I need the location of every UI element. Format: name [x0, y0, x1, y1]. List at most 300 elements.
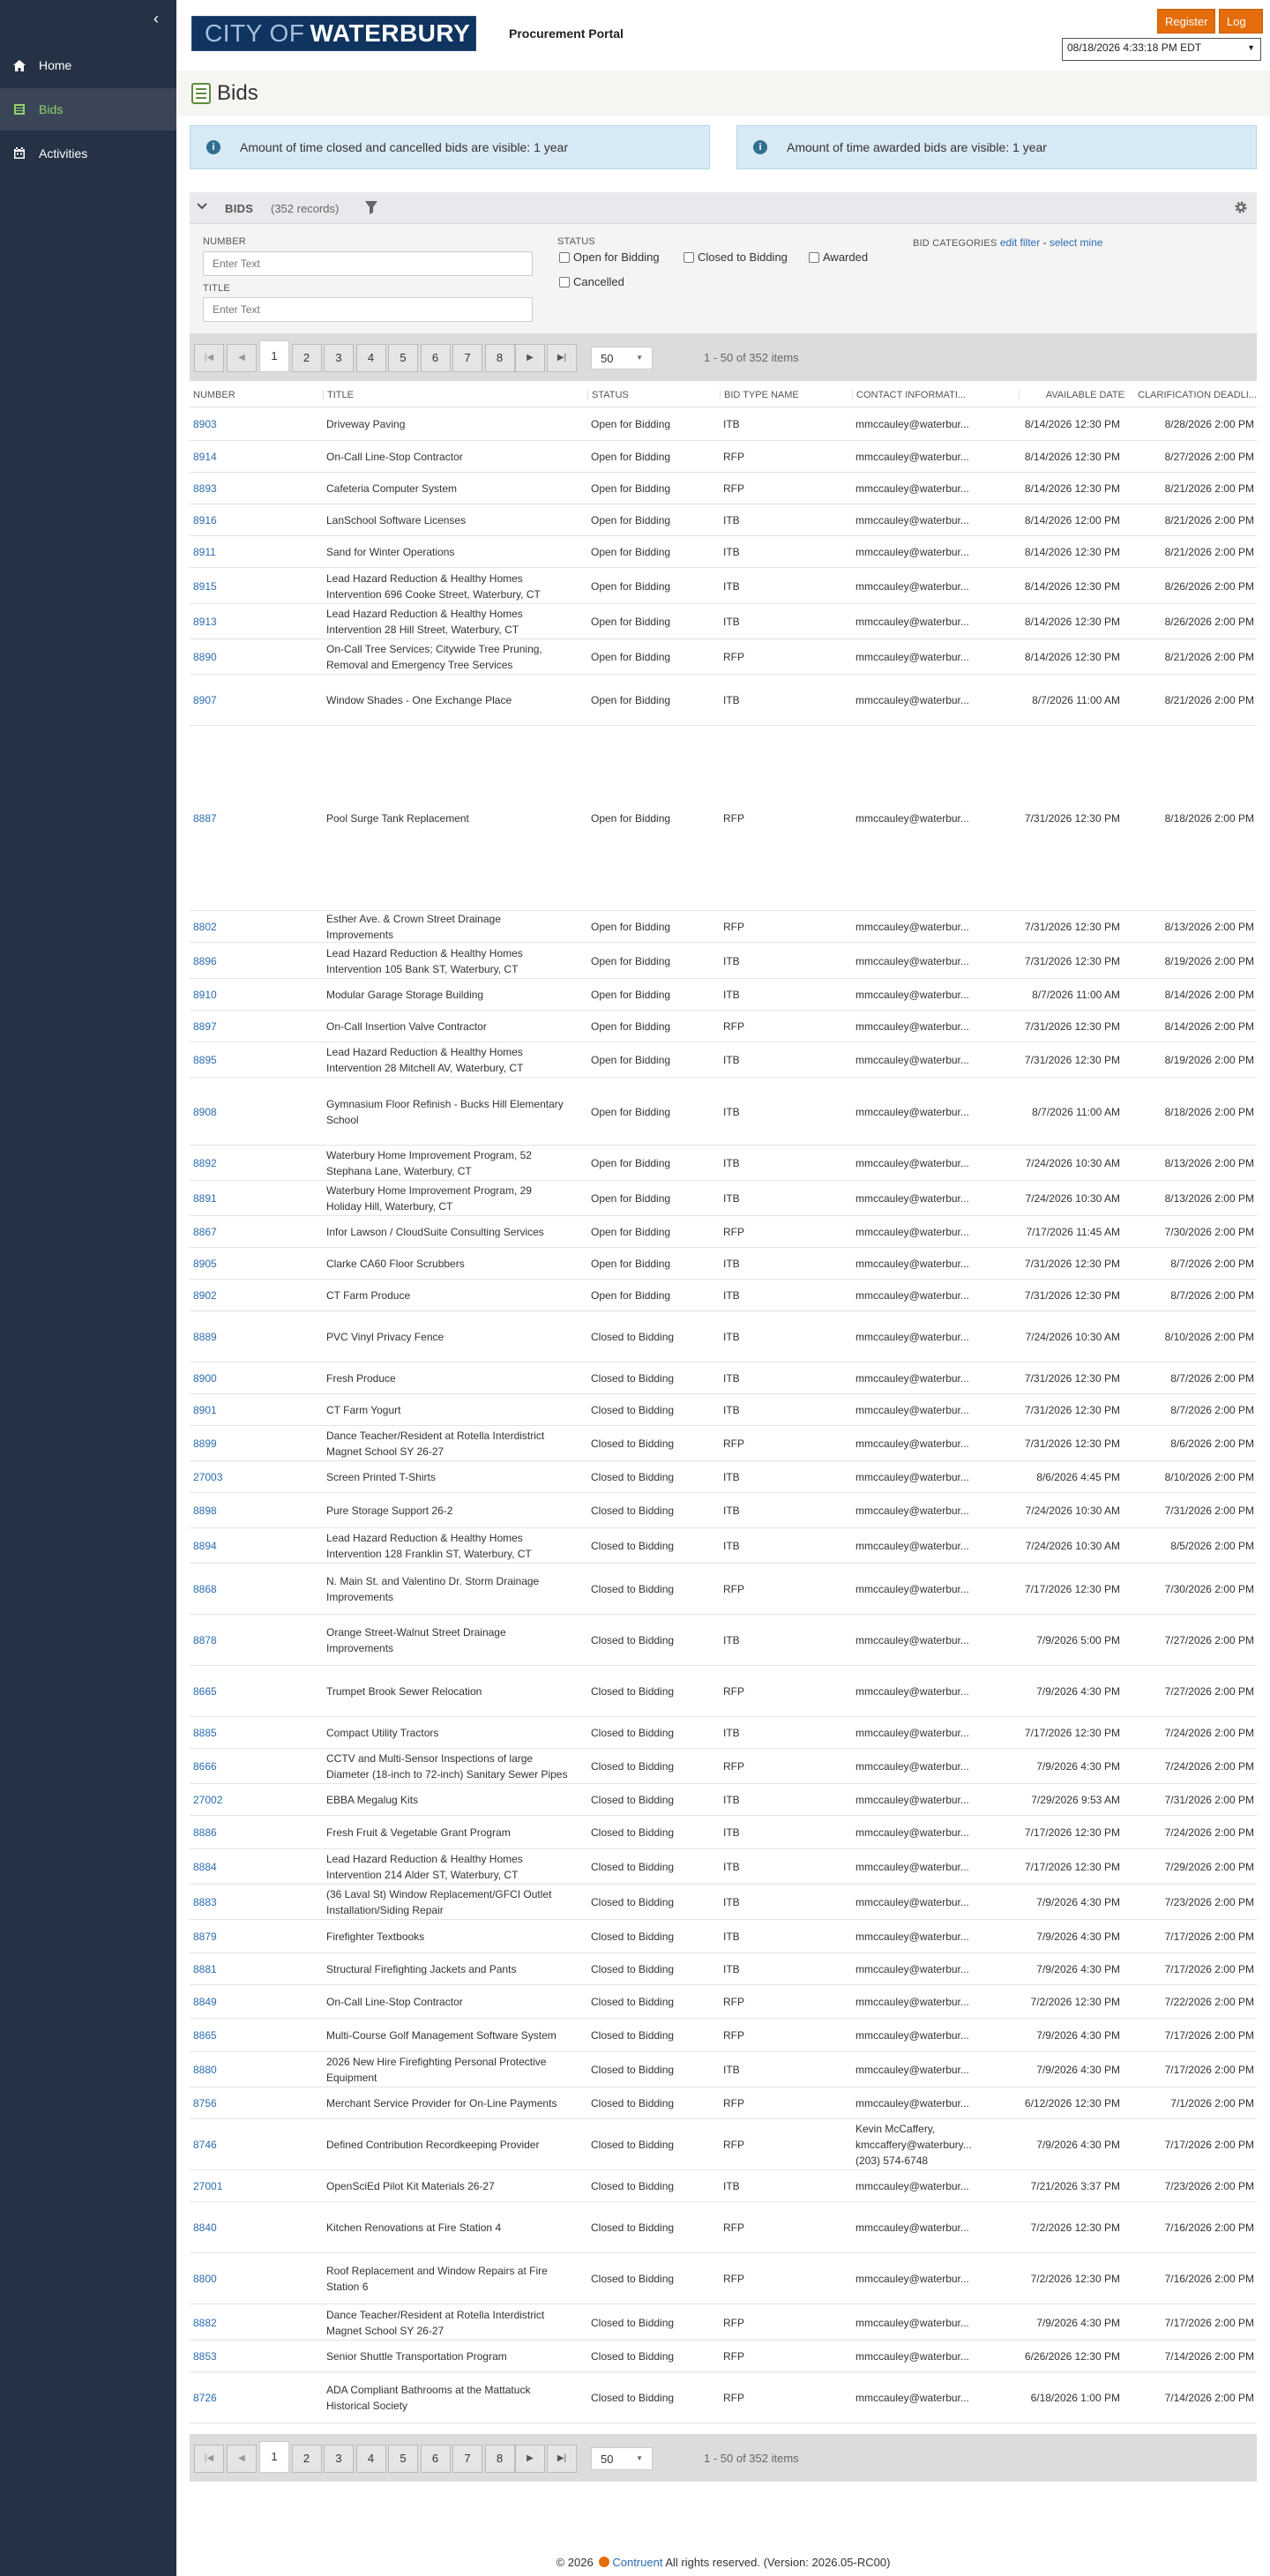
collapse-sidebar-button[interactable]: ‹	[153, 10, 159, 27]
table-row[interactable]	[190, 1615, 1257, 1666]
chevron-down-icon: ▼	[1247, 43, 1255, 52]
bid-number-link[interactable]: 8883	[193, 1896, 217, 1908]
table-row[interactable]	[190, 1363, 1257, 1394]
page-size-select[interactable]	[591, 2447, 653, 2470]
column-header-status[interactable]: STATUS	[587, 390, 629, 400]
bid-status: Closed to Bidding	[591, 1583, 675, 1595]
bid-number-link[interactable]: 27003	[193, 1471, 223, 1483]
bid-type: ITB	[723, 1372, 740, 1385]
bid-type: ITB	[723, 1794, 740, 1806]
bid-status: Open for Bidding	[591, 954, 671, 967]
bid-available-date: 7/31/2026 12:30 PM	[1024, 1404, 1120, 1416]
bid-number-link[interactable]: 8900	[193, 1372, 217, 1385]
table-row[interactable]	[190, 2019, 1257, 2052]
bid-contact: mmccauley@waterbur...	[855, 1289, 969, 1302]
bid-title: Lead Hazard Reduction & Healthy Homes Intervention 28 Mitchell AV, Waterbury, CT	[326, 1046, 524, 1074]
bid-number-link[interactable]: 8879	[193, 1930, 217, 1943]
logo-name-text: WATERBURY	[310, 19, 471, 47]
page-button[interactable]: 6	[421, 344, 451, 372]
bid-available-date: 8/14/2026 12:30 PM	[1024, 451, 1120, 463]
title-filter-input[interactable]	[203, 297, 533, 322]
page-button[interactable]: 8	[485, 344, 515, 372]
bid-type: ITB	[723, 694, 740, 706]
table-row[interactable]	[190, 1666, 1257, 1717]
copyright-text: © 2026	[556, 2556, 594, 2569]
table-row[interactable]	[190, 2341, 1257, 2372]
bid-status: Open for Bidding	[591, 1192, 671, 1205]
bid-number-link[interactable]: 8802	[193, 921, 217, 933]
register-button[interactable]: Register	[1157, 9, 1215, 34]
column-header-contact[interactable]: CONTACT INFORMATI...	[852, 390, 975, 400]
page-button[interactable]: 3	[324, 344, 354, 372]
bid-available-date: 7/24/2026 10:30 AM	[1025, 1505, 1120, 1517]
bid-number-link[interactable]: 8882	[193, 2316, 217, 2329]
number-filter-input[interactable]	[203, 251, 533, 276]
checkbox-label: Awarded	[823, 250, 869, 264]
bid-number-link[interactable]: 8865	[193, 2029, 217, 2042]
checkbox-label: Closed to Bidding	[698, 250, 788, 264]
bid-status: Closed to Bidding	[591, 1471, 675, 1483]
bid-type: ITB	[723, 546, 740, 558]
bid-title: Orange Street-Walnut Street Drainage Improvements	[326, 1626, 506, 1654]
column-header-available-date[interactable]: AVAILABLE DATE	[1019, 390, 1124, 400]
page-footer	[176, 2556, 1270, 2569]
table-row[interactable]	[190, 2202, 1257, 2253]
bid-clarification-deadline: 8/19/2026 2:00 PM	[1164, 1054, 1254, 1066]
bid-number-link[interactable]: 8907	[193, 694, 217, 706]
table-row[interactable]	[190, 2052, 1257, 2087]
bid-contact: mmccauley@waterbur...	[855, 1540, 969, 1552]
bid-title: N. Main St. and Valentino Dr. Storm Drainage Improvements	[326, 1575, 540, 1603]
bid-number-link[interactable]: 8885	[193, 1727, 217, 1739]
page-button[interactable]: 5	[388, 2445, 418, 2473]
bid-number-link[interactable]: 8902	[193, 1289, 217, 1302]
bid-contact: mmccauley@waterbur...	[855, 482, 969, 495]
table-row[interactable]	[190, 1394, 1257, 1426]
bids-panel-header	[190, 192, 1257, 224]
bid-type: ITB	[723, 2180, 740, 2192]
bid-contact: Kevin McCaffery, kmccaffery@waterbury... (203) 574-6748	[855, 2123, 972, 2167]
bid-available-date: 7/31/2026 12:30 PM	[1024, 1020, 1120, 1033]
bids-panel-title: BIDS	[225, 202, 254, 215]
bid-title: EBBA Megalug Kits	[326, 1794, 419, 1806]
bid-contact: mmccauley@waterbur...	[855, 2316, 969, 2329]
table-row[interactable]	[190, 1816, 1257, 1849]
bid-clarification-deadline: 8/18/2026 2:00 PM	[1164, 812, 1254, 825]
table-row[interactable]	[190, 1461, 1257, 1493]
table-row[interactable]	[190, 1885, 1257, 1920]
page-button[interactable]: 2	[292, 2445, 322, 2473]
page-button[interactable]: 5	[388, 344, 418, 372]
table-row[interactable]	[190, 2119, 1257, 2170]
bid-contact: mmccauley@waterbur...	[855, 1685, 969, 1698]
sidebar-item-bids[interactable]	[0, 88, 176, 131]
bid-title: Waterbury Home Improvement Program, 52 Stephana Lane, Waterbury, CT	[326, 1149, 532, 1177]
bid-contact: mmccauley@waterbur...	[855, 651, 969, 663]
bid-clarification-deadline: 8/21/2026 2:00 PM	[1164, 694, 1254, 706]
bid-number-link[interactable]: 8898	[193, 1505, 217, 1517]
bid-number-link[interactable]: 8908	[193, 1105, 217, 1118]
bid-number-link[interactable]: 8849	[193, 1996, 217, 2008]
chevron-down-icon: ▼	[636, 354, 643, 362]
bid-number-link[interactable]: 8853	[193, 2350, 217, 2363]
table-row[interactable]	[190, 943, 1257, 979]
bid-number-link[interactable]: 8903	[193, 418, 217, 430]
page-button[interactable]: 8	[485, 2445, 515, 2473]
table-row[interactable]	[190, 604, 1257, 639]
bid-status: Open for Bidding	[591, 921, 671, 933]
bid-type: RFP	[723, 1020, 744, 1033]
page-button[interactable]: 4	[356, 2445, 386, 2473]
bid-available-date: 7/29/2026 9:53 AM	[1031, 1794, 1120, 1806]
bid-title: Lead Hazard Reduction & Healthy Homes Intervention 696 Cooke Street, Waterbury, CT	[326, 571, 541, 601]
alert-text: Amount of time closed and cancelled bids are visible: 1 year	[240, 140, 568, 154]
table-row[interactable]	[190, 407, 1257, 441]
number-filter-label: NUMBER	[203, 236, 246, 247]
table-row[interactable]	[190, 1493, 1257, 1528]
sidebar-item-activities[interactable]	[0, 132, 176, 175]
bid-number-link[interactable]: 8893	[193, 482, 217, 495]
bid-available-date: 8/7/2026 11:00 AM	[1032, 1105, 1120, 1118]
bid-number-link[interactable]: 8665	[193, 1685, 217, 1698]
bid-clarification-deadline: 8/5/2026 2:00 PM	[1170, 1540, 1254, 1552]
table-row[interactable]	[190, 675, 1257, 726]
table-row[interactable]	[190, 1985, 1257, 2019]
contruent-link[interactable]: Contruent	[612, 2556, 663, 2569]
bid-number-link[interactable]: 8800	[193, 2273, 217, 2285]
bid-clarification-deadline: 7/17/2026 2:00 PM	[1164, 2139, 1254, 2151]
last-page-button[interactable]: ▶|	[547, 2445, 577, 2473]
bid-number-link[interactable]: 8899	[193, 1437, 217, 1450]
table-row[interactable]	[190, 1953, 1257, 1985]
timezone-value: 08/18/2026 4:33:18 PM EDT	[1067, 41, 1202, 54]
table-row[interactable]	[190, 536, 1257, 568]
bid-type: ITB	[723, 1634, 740, 1646]
bid-type: ITB	[723, 1963, 740, 1975]
logo-city-text: CITY OF	[205, 19, 305, 47]
page-button[interactable]: 1	[259, 2441, 289, 2473]
sidebar-item-label: Home	[39, 58, 72, 72]
bid-contact: mmccauley@waterbur...	[855, 1505, 969, 1517]
bid-clarification-deadline: 7/16/2026 2:00 PM	[1164, 2273, 1254, 2285]
bid-title: Clarke CA60 Floor Scrubbers	[326, 1258, 465, 1270]
edit-filter-link[interactable]: edit filter	[999, 236, 1041, 249]
bid-available-date: 7/9/2026 4:30 PM	[1036, 1896, 1120, 1908]
bid-clarification-deadline: 7/22/2026 2:00 PM	[1164, 1996, 1254, 2008]
info-icon: i	[206, 140, 220, 154]
bid-available-date: 7/17/2026 11:45 AM	[1026, 1226, 1120, 1238]
bid-number-link[interactable]: 8756	[193, 2097, 217, 2109]
bid-status: Open for Bidding	[591, 514, 671, 526]
bid-number-link[interactable]: 8915	[193, 579, 217, 593]
bid-number-link[interactable]: 8868	[193, 1583, 217, 1595]
bid-status: Closed to Bidding	[591, 1685, 675, 1698]
previous-page-button[interactable]: ◀	[227, 2445, 257, 2473]
table-row[interactable]	[190, 2170, 1257, 2202]
table-row[interactable]	[190, 473, 1257, 504]
bid-title: On-Call Line-Stop Contractor	[326, 1996, 463, 2008]
bid-number-link[interactable]: 8897	[193, 1020, 217, 1033]
bid-clarification-deadline: 8/18/2026 2:00 PM	[1164, 1105, 1254, 1118]
bid-status: Closed to Bidding	[591, 1896, 675, 1908]
table-row[interactable]	[190, 1311, 1257, 1363]
info-icon: i	[753, 140, 767, 154]
bid-contact: mmccauley@waterbur...	[855, 1794, 969, 1806]
bid-contact: mmccauley@waterbur...	[855, 812, 969, 825]
table-row[interactable]	[190, 1564, 1257, 1615]
table-row[interactable]	[190, 1181, 1257, 1216]
bid-title: Fresh Fruit & Vegetable Grant Program	[326, 1826, 511, 1839]
bid-clarification-deadline: 8/19/2026 2:00 PM	[1164, 954, 1254, 967]
bid-status: Closed to Bidding	[591, 2029, 675, 2042]
column-header-number[interactable]: NUMBER	[193, 390, 235, 400]
bid-contact: mmccauley@waterbur...	[855, 1760, 969, 1773]
bid-clarification-deadline: 7/30/2026 2:00 PM	[1164, 1583, 1254, 1595]
page-button[interactable]: 4	[356, 344, 386, 372]
bid-number-link[interactable]: 27001	[193, 2180, 223, 2192]
bid-title: CT Farm Produce	[326, 1289, 411, 1302]
bid-number-link[interactable]: 8867	[193, 1226, 217, 1238]
status-awarded-checkbox[interactable]	[809, 250, 868, 264]
bid-contact: mmccauley@waterbur...	[855, 2180, 969, 2192]
bid-number-link[interactable]: 8910	[193, 989, 217, 1001]
table-row[interactable]	[190, 2372, 1257, 2423]
bid-categories	[913, 236, 1103, 249]
previous-page-button[interactable]: ◀	[227, 344, 257, 372]
bid-title: Waterbury Home Improvement Program, 29 Holiday Hill, Waterbury, CT	[326, 1184, 532, 1213]
bid-status: Closed to Bidding	[591, 1760, 675, 1773]
bid-type: RFP	[723, 1583, 744, 1595]
bid-number-link[interactable]: 8890	[193, 651, 217, 663]
bid-title: Senior Shuttle Transportation Program	[326, 2350, 507, 2363]
bid-number-link[interactable]: 8892	[193, 1157, 217, 1169]
bid-available-date: 8/6/2026 4:45 PM	[1036, 1471, 1120, 1483]
bid-number-link[interactable]: 8894	[193, 1540, 217, 1552]
bid-title: Modular Garage Storage Building	[326, 989, 484, 1001]
bid-title: Driveway Paving	[326, 418, 406, 430]
first-page-button[interactable]: |◀	[194, 344, 224, 372]
table-row[interactable]	[190, 1042, 1257, 1078]
bid-number-link[interactable]: 8840	[193, 2221, 217, 2234]
bid-contact: mmccauley@waterbur...	[855, 2029, 969, 2042]
status-closed-checkbox[interactable]	[684, 250, 788, 264]
bid-number-link[interactable]: 8914	[193, 451, 217, 463]
bid-type: ITB	[723, 1105, 740, 1118]
bid-status: Closed to Bidding	[591, 2273, 675, 2285]
bid-type: ITB	[723, 1826, 740, 1839]
bid-title: Lead Hazard Reduction & Healthy Homes Intervention 28 Hill Street, Waterbury, CT	[326, 608, 523, 636]
bid-available-date: 7/9/2026 4:30 PM	[1036, 1930, 1120, 1943]
bid-contact: mmccauley@waterbur...	[855, 2350, 969, 2363]
bid-number-link[interactable]: 8887	[193, 812, 217, 825]
portal-title: Procurement Portal	[509, 26, 624, 41]
bid-clarification-deadline: 7/14/2026 2:00 PM	[1164, 2350, 1254, 2363]
bid-title: Pool Surge Tank Replacement	[326, 812, 469, 825]
sidebar-item-home[interactable]	[0, 44, 176, 86]
bid-type: RFP	[723, 2273, 744, 2285]
table-row[interactable]	[190, 568, 1257, 604]
status-cancelled-checkbox[interactable]	[559, 275, 624, 288]
table-row[interactable]	[190, 1849, 1257, 1885]
page-button[interactable]: 7	[452, 2445, 482, 2473]
checkbox-label: Open for Bidding	[573, 250, 660, 264]
status-open-checkbox[interactable]	[559, 250, 660, 264]
bid-status: Closed to Bidding	[591, 1404, 675, 1416]
bid-number-link[interactable]: 8889	[193, 1331, 217, 1343]
bid-contact: mmccauley@waterbur...	[855, 418, 969, 430]
bid-title: Lead Hazard Reduction & Healthy Homes Intervention 214 Alder ST, Waterbury, CT	[326, 1853, 523, 1881]
table-row[interactable]	[190, 911, 1257, 943]
gear-icon[interactable]	[1234, 200, 1248, 214]
bid-contact: mmccauley@waterbur...	[855, 1020, 969, 1033]
bid-number-link[interactable]: 27002	[193, 1794, 223, 1806]
bid-contact: mmccauley@waterbur...	[855, 1404, 969, 1416]
bid-number-link[interactable]: 8726	[193, 2392, 217, 2404]
bid-clarification-deadline: 7/23/2026 2:00 PM	[1164, 2180, 1254, 2192]
bid-number-link[interactable]: 8905	[193, 1258, 217, 1270]
bid-title: Trumpet Brook Sewer Relocation	[326, 1685, 482, 1698]
table-row[interactable]	[190, 1011, 1257, 1042]
bid-clarification-deadline: 8/13/2026 2:00 PM	[1164, 1157, 1254, 1169]
timezone-select[interactable]	[1062, 38, 1261, 61]
bid-type: RFP	[723, 2392, 744, 2404]
bid-contact: mmccauley@waterbur...	[855, 1157, 969, 1169]
bid-available-date: 7/9/2026 4:30 PM	[1036, 2029, 1120, 2042]
bid-status: Open for Bidding	[591, 482, 671, 495]
bid-number-link[interactable]: 8878	[193, 1634, 217, 1646]
table-row[interactable]	[190, 1749, 1257, 1784]
bid-available-date: 7/9/2026 4:30 PM	[1036, 2139, 1120, 2151]
bid-title: Pure Storage Support 26-2	[326, 1505, 453, 1517]
record-count: (352 records)	[271, 202, 340, 215]
checkbox-label: Cancelled	[573, 275, 624, 288]
bid-contact: mmccauley@waterbur...	[855, 546, 969, 558]
bid-type: ITB	[723, 954, 740, 967]
bid-contact: mmccauley@waterbur...	[855, 1583, 969, 1595]
table-row[interactable]	[190, 1528, 1257, 1564]
pager-top	[190, 333, 1257, 381]
page-button[interactable]: 6	[421, 2445, 451, 2473]
table-row[interactable]	[190, 1248, 1257, 1280]
bid-type: ITB	[723, 1727, 740, 1739]
login-button[interactable]: Log	[1219, 9, 1263, 34]
table-row[interactable]	[190, 1216, 1257, 1248]
bid-number-link[interactable]: 8901	[193, 1404, 217, 1416]
bid-contact: mmccauley@waterbur...	[855, 1054, 969, 1066]
list-icon	[12, 102, 26, 116]
city-logo[interactable]	[191, 16, 476, 51]
page-button[interactable]: 1	[259, 340, 289, 372]
bid-contact: mmccauley@waterbur...	[855, 1226, 969, 1238]
checkbox-box	[559, 277, 570, 287]
bid-number-link[interactable]: 8911	[193, 546, 216, 558]
bid-type: RFP	[723, 1996, 744, 2008]
sidebar-item-label: Activities	[39, 146, 88, 161]
bid-number-link[interactable]: 8896	[193, 954, 217, 967]
bid-status: Closed to Bidding	[591, 1794, 675, 1806]
bid-number-link[interactable]: 8746	[193, 2139, 217, 2151]
bid-clarification-deadline: 7/17/2026 2:00 PM	[1164, 2316, 1254, 2329]
bid-type: RFP	[723, 1437, 744, 1450]
status-filter-label: STATUS	[557, 236, 595, 247]
table-row[interactable]	[190, 1784, 1257, 1816]
bid-status: Open for Bidding	[591, 546, 671, 558]
bid-number-link[interactable]: 8880	[193, 2064, 217, 2076]
bid-number-link[interactable]: 8666	[193, 1760, 217, 1773]
bid-available-date: 7/24/2026 10:30 AM	[1025, 1192, 1120, 1205]
collapse-panel-icon[interactable]	[197, 201, 207, 214]
bid-number-link[interactable]: 8895	[193, 1054, 217, 1066]
bid-clarification-deadline: 8/13/2026 2:00 PM	[1164, 921, 1254, 933]
column-header-title[interactable]: TITLE	[323, 390, 354, 400]
table-row[interactable]	[190, 1920, 1257, 1953]
awarded-bids-alert	[736, 125, 1257, 169]
bid-available-date: 7/2/2026 12:30 PM	[1030, 2221, 1120, 2234]
table-row[interactable]	[190, 2087, 1257, 2119]
bid-title: Dance Teacher/Resident at Rotella Interdistrict Magnet School SY 26-27	[326, 1430, 545, 1458]
bid-number-link[interactable]: 8881	[193, 1963, 217, 1975]
bid-available-date: 6/12/2026 12:30 PM	[1024, 2097, 1120, 2109]
page-button[interactable]: 3	[324, 2445, 354, 2473]
table-row[interactable]	[190, 441, 1257, 473]
table-row[interactable]	[190, 979, 1257, 1011]
table-row[interactable]	[190, 2253, 1257, 2304]
bid-contact: mmccauley@waterbur...	[855, 2273, 969, 2285]
bid-status: Open for Bidding	[591, 989, 671, 1001]
table-row[interactable]	[190, 639, 1257, 675]
page-button[interactable]: 2	[292, 344, 322, 372]
select-mine-link[interactable]: select mine	[1049, 236, 1103, 249]
bid-number-link[interactable]: 8884	[193, 1861, 217, 1873]
table-row[interactable]	[190, 1146, 1257, 1181]
table-row[interactable]	[190, 1717, 1257, 1749]
bid-number-link[interactable]: 8886	[193, 1826, 217, 1839]
table-row[interactable]	[190, 504, 1257, 536]
bid-status: Closed to Bidding	[591, 1963, 675, 1975]
bid-status: Open for Bidding	[591, 694, 671, 706]
table-row[interactable]	[190, 2304, 1257, 2341]
bid-contact: mmccauley@waterbur...	[855, 616, 969, 628]
bid-contact: mmccauley@waterbur...	[855, 2392, 969, 2404]
bid-available-date: 7/24/2026 10:30 AM	[1025, 1331, 1120, 1343]
bid-number-link[interactable]: 8891	[193, 1192, 217, 1205]
bid-contact: mmccauley@waterbur...	[855, 989, 969, 1001]
filter-icon[interactable]	[364, 199, 378, 215]
bid-contact: mmccauley@waterbur...	[855, 2097, 969, 2109]
bid-number-link[interactable]: 8916	[193, 514, 217, 526]
bid-available-date: 7/31/2026 12:30 PM	[1024, 812, 1120, 825]
page-size-select[interactable]	[591, 347, 653, 370]
table-row[interactable]	[190, 1426, 1257, 1461]
next-page-button[interactable]: ▶	[515, 344, 545, 372]
bid-type: ITB	[723, 1861, 740, 1873]
bid-status: Closed to Bidding	[591, 2097, 675, 2109]
bid-number-link[interactable]: 8913	[193, 616, 217, 628]
table-row[interactable]	[190, 726, 1257, 911]
table-row[interactable]	[190, 1078, 1257, 1146]
bid-status: Closed to Bidding	[591, 2316, 675, 2329]
page-button[interactable]: 7	[452, 344, 482, 372]
column-header-bid-type[interactable]: BID TYPE NAME	[720, 390, 799, 400]
bid-contact: mmccauley@waterbur...	[855, 1437, 969, 1450]
last-page-button[interactable]: ▶|	[547, 344, 577, 372]
home-icon	[12, 58, 26, 72]
next-page-button[interactable]: ▶	[515, 2445, 545, 2473]
bid-title: Roof Replacement and Window Repairs at Fire Station 6	[326, 2265, 548, 2293]
column-header-clarification-deadline[interactable]: CLARIFICATION DEADLI...	[1124, 390, 1257, 400]
table-row[interactable]	[190, 1280, 1257, 1311]
first-page-button[interactable]: |◀	[194, 2445, 224, 2473]
